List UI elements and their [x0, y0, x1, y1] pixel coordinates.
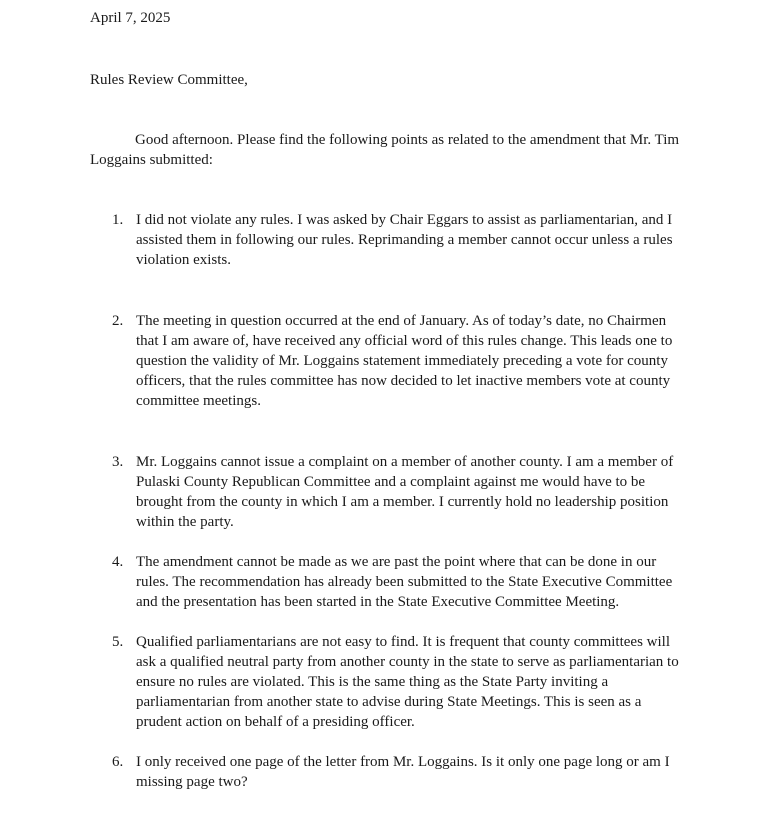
point-text: Qualified parliamentarians are not easy to find. It is frequent that county committees will ask a qualified neutral party from another county in the state to serve as parliamentarian to ensure no rules are violated. This is the same thing as the State Party inviting a parliamentarian from another state to advise during State Meetings. This is seen as a prudent action on behalf of a presiding officer. — [136, 634, 679, 730]
point-text: Mr. Loggains cannot issue a complaint on a member of another county. I am a member of Pulaski County Republican Committee and a complaint against me would have to be brought from the county in which I am a member. I currently hold no leadership position within the party. — [136, 454, 674, 530]
point-text: The amendment cannot be made as we are past the point where that can be done in our rules. The recommendation has already been submitted to the State Executive Committee and the presentation has been started in the State Executive Committee Meeting. — [136, 554, 673, 610]
point-number: 5. — [112, 634, 124, 650]
point-number: 6. — [112, 754, 124, 770]
point-text: The meeting in question occurred at the end of January. As of today’s date, no Chairmen that I am aware of, have received any official word of this rules change. This leads one to question the validity of Mr. Loggains statement immediately preceding a vote for county officers, that the rules committee has now decided to let inactive members vote at county committee meetings. — [136, 313, 673, 409]
point-text: I did not violate any rules. I was asked by Chair Eggars to assist as parliamentarian, and I assisted them in following our rules. Reprimanding a member cannot occur unless a rules violation exists. — [136, 212, 673, 268]
point-number: 4. — [112, 554, 124, 570]
point-number: 1. — [112, 212, 124, 228]
letter-intro: Good afternoon. Please find the following points as related to the amendment that Mr. Tim Loggains submitted: — [90, 132, 680, 168]
letter-date: April 7, 2025 — [90, 10, 171, 26]
point-number: 2. — [112, 313, 124, 329]
point-text: I only received one page of the letter from Mr. Loggains. Is it only one page long or am I missing page two? — [136, 754, 670, 790]
point-number: 3. — [112, 454, 124, 470]
letter-salutation: Rules Review Committee, — [90, 72, 248, 88]
